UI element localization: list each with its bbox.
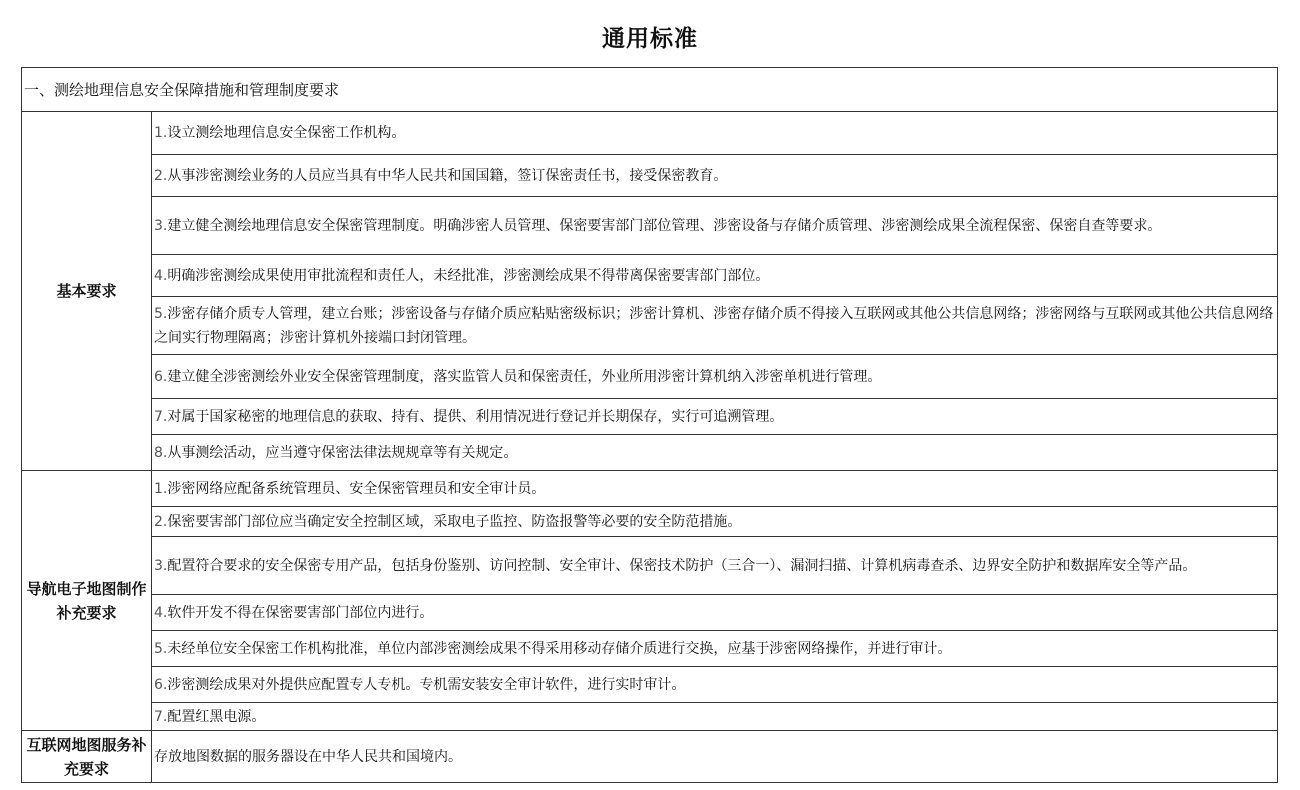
- item-text: 涉密网络应配备系统管理员、安全保密管理员和安全审计员。: [167, 480, 546, 497]
- item-number: 8.: [154, 444, 168, 461]
- table-row: [22, 197, 1278, 255]
- item-number: 1.: [154, 480, 168, 497]
- item-text: 设立测绘地理信息安全保密工作机构。: [167, 125, 406, 141]
- requirement-item: [152, 667, 1278, 703]
- page-title: 通用标准: [602, 26, 698, 52]
- item-text: 从事涉密测绘业务的人员应当具有中华人民共和国国籍，签订保密责任书，接受保密教育。: [167, 167, 728, 184]
- item-number: 6.: [154, 676, 168, 693]
- item-text: 配置红黑电源。: [167, 708, 266, 725]
- item-number: 4.: [154, 267, 168, 284]
- table-row: [22, 297, 1278, 355]
- requirement-item: [152, 435, 1278, 471]
- category-navigation-map-requirements: 导航电子地图制作补充要求: [22, 471, 152, 731]
- requirement-item: [152, 399, 1278, 435]
- item-text: 未经单位安全保密工作机构批准，单位内部涉密测绘成果不得采用移动存储介质进行交换，应基于涉密网络操作，并进行审计。: [167, 640, 952, 657]
- item-number: 3.: [154, 217, 168, 234]
- table-row: [22, 703, 1278, 731]
- table-row: [22, 631, 1278, 667]
- item-number: 2.: [154, 513, 168, 530]
- requirement-item: [152, 471, 1278, 507]
- table-row: [22, 155, 1278, 197]
- item-text: 存放地图数据的服务器设在中华人民共和国境内。: [154, 748, 462, 765]
- item-number: 6.: [154, 368, 168, 385]
- requirement-item: [152, 112, 1278, 155]
- item-text: 配置符合要求的安全保密专用产品，包括身份鉴别、访问控制、安全审计、保密技术防护（三合一）、漏洞扫描、计算机病毒查杀、边界安全防护和数据库安全等产品。: [167, 557, 1197, 574]
- table-row: [22, 537, 1278, 595]
- requirement-item: [152, 731, 1278, 783]
- requirement-item: [152, 197, 1278, 255]
- item-number: 1.: [154, 125, 168, 141]
- table-row: [22, 112, 1278, 155]
- item-text: 建立健全涉密测绘外业安全保密管理制度，落实监管人员和保密责任，外业所用涉密计算机纳入涉密单机进行管理。: [167, 368, 882, 385]
- item-text: 涉密存储介质专人管理，建立台账；涉密设备与存储介质应粘贴密级标识；涉密计算机、涉密存储介质不得接入互联网或其他公共信息网络；涉密网络与互联网或其他公共信息网络之间实行物理隔离；涉密计算机外接端口封闭管理。: [154, 305, 1274, 346]
- table-row: [22, 255, 1278, 297]
- requirement-item: [152, 631, 1278, 667]
- section-heading: 一、测绘地理信息安全保障措施和管理制度要求: [22, 68, 1278, 112]
- section-heading-row: [22, 68, 1278, 112]
- table-row: [22, 399, 1278, 435]
- item-number: 7.: [154, 408, 168, 425]
- table-row: [22, 667, 1278, 703]
- requirement-item: [152, 507, 1278, 537]
- table-row: [22, 731, 1278, 783]
- category-basic-requirements: 基本要求: [22, 112, 152, 471]
- table-row: [22, 595, 1278, 631]
- item-number: 3.: [154, 557, 168, 574]
- requirement-item: [152, 595, 1278, 631]
- item-text: 涉密测绘成果对外提供应配置专人专机。专机需安装安全审计软件，进行实时审计。: [167, 676, 686, 693]
- item-number: 7.: [154, 708, 168, 725]
- item-number: 4.: [154, 604, 168, 621]
- item-text: 从事测绘活动，应当遵守保密法律法规规章等有关规定。: [167, 444, 518, 461]
- standards-table: [21, 67, 1278, 783]
- requirement-item: [152, 255, 1278, 297]
- table-row: [22, 435, 1278, 471]
- requirement-item: [152, 155, 1278, 197]
- item-number: 5.: [154, 305, 168, 322]
- table-row: [22, 471, 1278, 507]
- table-row: [22, 507, 1278, 537]
- requirement-item: [152, 703, 1278, 731]
- item-number: 2.: [154, 167, 168, 184]
- item-text: 软件开发不得在保密要害部门部位内进行。: [167, 604, 434, 621]
- item-text: 建立健全测绘地理信息安全保密管理制度。明确涉密人员管理、保密要害部门部位管理、涉密设备与存储介质管理、涉密测绘成果全流程保密、保密自查等要求。: [167, 217, 1162, 234]
- table-row: [22, 355, 1278, 399]
- item-number: 5.: [154, 640, 168, 657]
- requirement-item: [152, 537, 1278, 595]
- item-text: 对属于国家秘密的地理信息的获取、持有、提供、利用情况进行登记并长期保存，实行可追溯管理。: [167, 408, 784, 425]
- requirement-item: [152, 297, 1278, 355]
- category-internet-map-service-requirements: 互联网地图服务补充要求: [22, 731, 152, 783]
- item-text: 明确涉密测绘成果使用审批流程和责任人，未经批准，涉密测绘成果不得带离保密要害部门部位。: [167, 267, 770, 284]
- item-text: 保密要害部门部位应当确定安全控制区域，采取电子监控、防盗报警等必要的安全防范措施。: [167, 513, 742, 530]
- requirement-item: [152, 355, 1278, 399]
